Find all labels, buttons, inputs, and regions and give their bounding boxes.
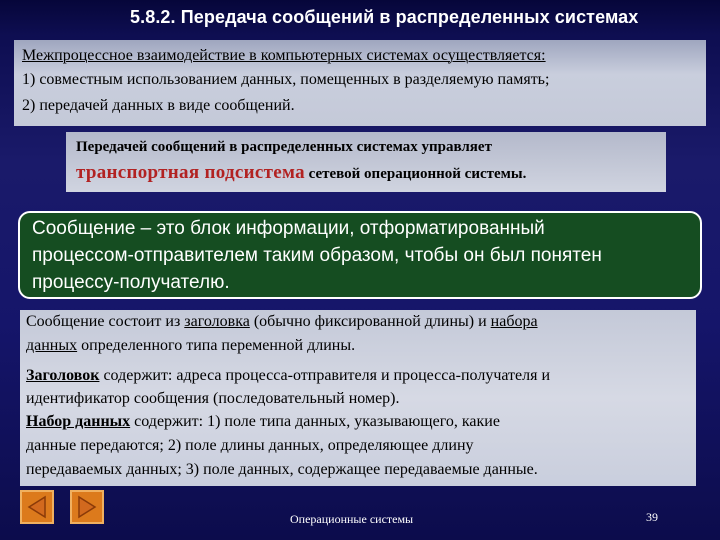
definition-line-1: Сообщение – это блок информации, отформатированный <box>32 218 545 239</box>
management-line-2 <box>76 162 526 184</box>
details-line-5 <box>26 413 500 431</box>
arrow-left-icon <box>22 492 52 522</box>
definition-line-3: процессу-получателю. <box>32 272 230 293</box>
details-text: (обычно фиксированной длины) и <box>249 313 491 330</box>
data-set-label: Набор данных <box>26 413 131 430</box>
transport-subsystem-highlight: транспортная подсистема <box>76 162 305 183</box>
management-line-1: Передачей сообщений в распределенных системах управляет <box>76 139 492 155</box>
intro-line-1: Межпроцессное взаимодействие в компьютерных системах осуществляется: <box>22 47 546 64</box>
details-text: содержит: 1) поле типа данных, указывающего, какие <box>130 413 500 430</box>
management-line-2-rest: сетевой операционной системы. <box>304 166 527 182</box>
next-slide-button[interactable] <box>70 490 104 524</box>
details-line-7: передаваемых данных; 3) поле данных, содержащее передаваемые данные. <box>26 461 538 478</box>
details-line-4: идентификатор сообщения (последовательный номер). <box>26 390 400 407</box>
arrow-right-icon <box>72 492 102 522</box>
intro-line-3: 2) передачей данных в виде сообщений. <box>22 97 295 114</box>
details-line-2 <box>26 337 355 355</box>
data-term: данных <box>26 337 78 354</box>
footer-course-name: Операционные системы <box>290 512 414 526</box>
definition-line-2: процессом-отправителем таким образом, чтобы он был понятен <box>32 245 602 266</box>
set-term: набора <box>490 313 538 330</box>
details-text: определенного типа переменной длины. <box>77 337 356 354</box>
previous-slide-button[interactable] <box>20 490 54 524</box>
details-line-3 <box>26 367 550 385</box>
details-line-1 <box>26 313 538 331</box>
details-text: Сообщение состоит из <box>26 313 185 330</box>
details-line-6: данные передаются; 2) поле длины данных, определяющее длину <box>26 437 474 454</box>
header-term: заголовка <box>184 313 250 330</box>
page-number: 39 <box>646 510 658 524</box>
slide-title: 5.8.2. Передача сообщений в распределенных системах <box>130 7 639 27</box>
intro-line-2: 1) совместным использованием данных, помещенных в разделяемую память; <box>22 71 550 88</box>
details-text: содержит: адреса процесса-отправителя и процесса-получателя и <box>99 367 551 384</box>
header-label: Заголовок <box>26 367 100 384</box>
